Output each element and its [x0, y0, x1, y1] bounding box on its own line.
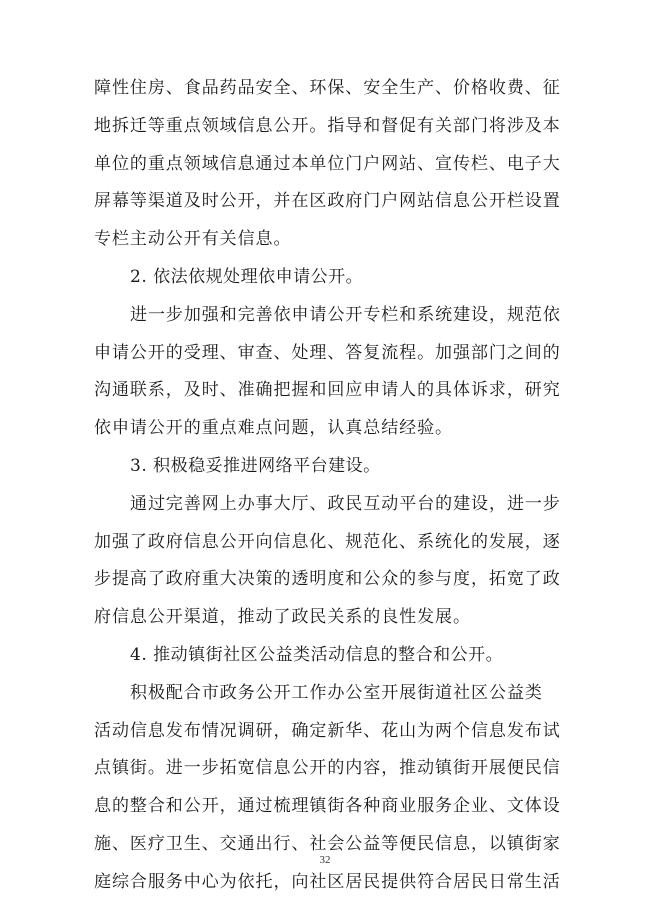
text-line: 府信息公开渠道，推动了政民关系的良性发展。	[94, 607, 471, 628]
text-line: 申请公开的受理、审查、处理、答复流程。加强部门之间的	[94, 342, 561, 363]
body-text	[94, 70, 561, 902]
text-line: 点镇街。进一步拓宽信息公开的内容，推动镇街开展便民信	[94, 758, 561, 779]
text-line: 加强了政府信息公开向信息化、规范化、系统化的发展，逐	[94, 531, 561, 552]
text-line: 活动信息发布情况调研，确定新华、花山为两个信息发布试	[94, 720, 561, 741]
text-line: 息的整合和公开，通过梳理镇街各种商业服务企业、文体设	[94, 796, 561, 817]
text-line: 专栏主动公开有关信息。	[94, 229, 292, 250]
text-line: 屏幕等渠道及时公开，并在区政府门户网站信息公开栏设置	[94, 191, 561, 212]
text-line: 沟通联系，及时、准确把握和回应申请人的具体诉求，研究	[94, 380, 561, 401]
text-line: 进一步加强和完善依申请公开专栏和系统建设，规范依	[130, 304, 561, 325]
text-line: 通过完善网上办事大厅、政民互动平台的建设，进一步	[130, 493, 561, 514]
text-line: 障性住房、食品药品安全、环保、安全生产、价格收费、征	[94, 78, 561, 98]
text-line: 地拆迁等重点领域信息公开。指导和督促有关部门将涉及本	[94, 115, 561, 136]
text-line: 单位的重点领域信息通过本单位门户网站、宣传栏、电子大	[94, 153, 561, 174]
text-line: 步提高了政府重大决策的透明度和公众的参与度，拓宽了政	[94, 569, 561, 590]
text-line: 积极配合市政务公开工作办公室开展街道社区公益类	[130, 682, 543, 703]
text-line: 依申请公开的重点难点问题，认真总结经验。	[94, 418, 453, 439]
section-heading: 4. 推动镇街社区公益类活动信息的整合和公开。	[130, 644, 504, 665]
text-line: 庭综合服务中心为依托，向社区居民提供符合居民日常生活	[94, 871, 561, 892]
section-heading: 3. 积极稳妥推进网络平台建设。	[130, 455, 381, 476]
page-number: 32	[319, 854, 331, 866]
text-line: 施、医疗卫生、交通出行、社会公益等便民信息，以镇街家	[94, 833, 561, 854]
section-heading: 2. 依法依规处理依申请公开。	[130, 266, 364, 287]
